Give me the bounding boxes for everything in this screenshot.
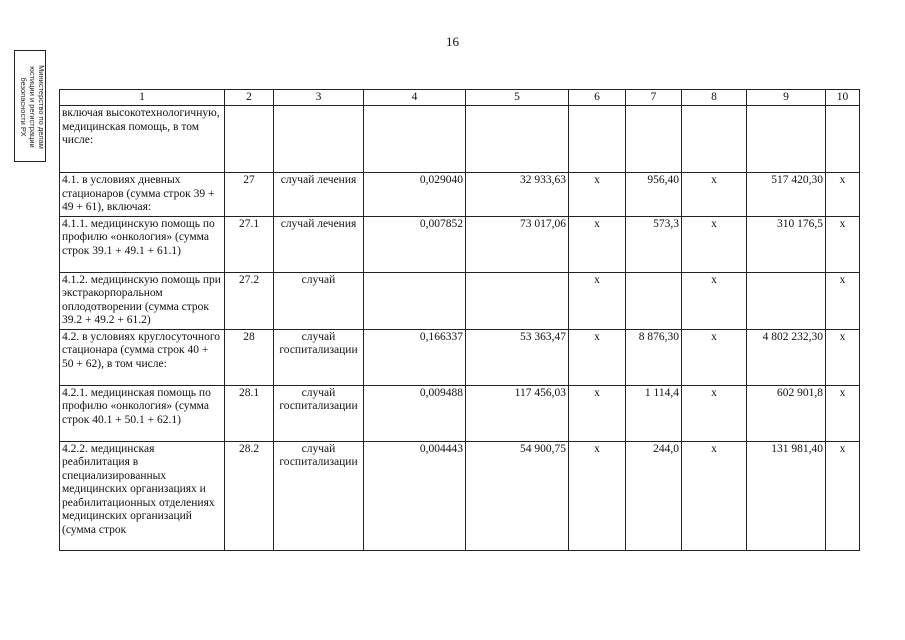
column-header: 3 — [274, 90, 364, 106]
row-number: 28.2 — [225, 441, 274, 550]
value-cell: 956,40 — [626, 173, 682, 217]
row-number — [225, 106, 274, 173]
value-cell — [466, 272, 569, 329]
value-cell: 0,166337 — [364, 329, 466, 385]
value-cell: 310 176,5 — [747, 216, 826, 272]
column-header: 2 — [225, 90, 274, 106]
value-cell: х — [569, 329, 626, 385]
stamp-text: Министерство по делам юстиции и регистрации безопасности РХ — [19, 65, 46, 149]
value-cell: х — [826, 441, 860, 550]
table-row — [60, 173, 860, 217]
row-description: 4.1. в условиях дневных стационаров (сумма строк 39 + 49 + 61), включая: — [60, 173, 225, 217]
value-cell: 244,0 — [626, 441, 682, 550]
value-cell — [826, 106, 860, 173]
value-cell: х — [682, 385, 747, 441]
column-header: 10 — [826, 90, 860, 106]
value-cell: 0,004443 — [364, 441, 466, 550]
row-description: 4.2. в условиях круглосуточного стационара (сумма строк 40 + 50 + 62), в том числе: — [60, 329, 225, 385]
unit-cell — [274, 106, 364, 173]
value-cell — [626, 272, 682, 329]
value-cell: 0,009488 — [364, 385, 466, 441]
column-header: 4 — [364, 90, 466, 106]
value-cell: х — [682, 173, 747, 217]
value-cell — [364, 106, 466, 173]
value-cell: х — [569, 173, 626, 217]
row-number: 27 — [225, 173, 274, 217]
registration-stamp — [14, 50, 46, 162]
unit-cell: случай — [274, 272, 364, 329]
column-header: 8 — [682, 90, 747, 106]
value-cell: 73 017,06 — [466, 216, 569, 272]
value-cell — [747, 106, 826, 173]
value-cell: 54 900,75 — [466, 441, 569, 550]
value-cell: х — [826, 173, 860, 217]
value-cell — [747, 272, 826, 329]
unit-cell: случай лечения — [274, 173, 364, 217]
value-cell — [626, 106, 682, 173]
value-cell: х — [826, 216, 860, 272]
value-cell: 53 363,47 — [466, 329, 569, 385]
unit-cell: случай госпитализации — [274, 441, 364, 550]
row-description: 4.1.1. медицинскую помощь по профилю «онкология» (сумма строк 39.1 + 49.1 + 61.1) — [60, 216, 225, 272]
column-header: 1 — [60, 90, 225, 106]
value-cell — [364, 272, 466, 329]
value-cell: 8 876,30 — [626, 329, 682, 385]
column-header: 5 — [466, 90, 569, 106]
value-cell: х — [569, 216, 626, 272]
table-row — [60, 272, 860, 329]
value-cell: х — [826, 385, 860, 441]
value-cell: х — [682, 272, 747, 329]
table-row — [60, 385, 860, 441]
table-row — [60, 216, 860, 272]
value-cell: х — [569, 385, 626, 441]
value-cell: х — [682, 216, 747, 272]
row-number: 28.1 — [225, 385, 274, 441]
value-cell: 0,007852 — [364, 216, 466, 272]
table-row — [60, 106, 860, 173]
value-cell: 573,3 — [626, 216, 682, 272]
value-cell: 602 901,8 — [747, 385, 826, 441]
row-description: 4.2.2. медицинская реабилитация в специализированных медицинских организациях и реабилитационных отделениях медицинских организаций (сумма строк — [60, 441, 225, 550]
value-cell: 4 802 232,30 — [747, 329, 826, 385]
table-row — [60, 441, 860, 550]
row-number: 28 — [225, 329, 274, 385]
value-cell: 0,029040 — [364, 173, 466, 217]
value-cell: х — [826, 329, 860, 385]
value-cell: 131 981,40 — [747, 441, 826, 550]
table-header-row — [60, 90, 860, 106]
row-number: 27.2 — [225, 272, 274, 329]
row-number: 27.1 — [225, 216, 274, 272]
value-cell: х — [682, 441, 747, 550]
row-description: включая высокотехнологичную, медицинская помощь, в том числе: — [60, 106, 225, 173]
value-cell: х — [569, 441, 626, 550]
unit-cell: случай лечения — [274, 216, 364, 272]
page-number: 16 — [446, 34, 459, 49]
value-cell — [466, 106, 569, 173]
table-row — [60, 329, 860, 385]
value-cell: 517 420,30 — [747, 173, 826, 217]
value-cell: 117 456,03 — [466, 385, 569, 441]
value-cell: 32 933,63 — [466, 173, 569, 217]
unit-cell: случай госпитализации — [274, 385, 364, 441]
value-cell: х — [569, 272, 626, 329]
value-cell: х — [682, 329, 747, 385]
column-header: 6 — [569, 90, 626, 106]
row-description: 4.1.2. медицинскую помощь при экстракорпоральном оплодотворении (сумма строк 39.2 + 49.2 + 61.2) — [60, 272, 225, 329]
value-cell: 1 114,4 — [626, 385, 682, 441]
value-cell — [682, 106, 747, 173]
financing-table — [59, 89, 860, 551]
value-cell: х — [826, 272, 860, 329]
value-cell — [569, 106, 626, 173]
row-description: 4.2.1. медицинская помощь по профилю «онкология» (сумма строк 40.1 + 50.1 + 62.1) — [60, 385, 225, 441]
column-header: 9 — [747, 90, 826, 106]
unit-cell: случай госпитализации — [274, 329, 364, 385]
column-header: 7 — [626, 90, 682, 106]
